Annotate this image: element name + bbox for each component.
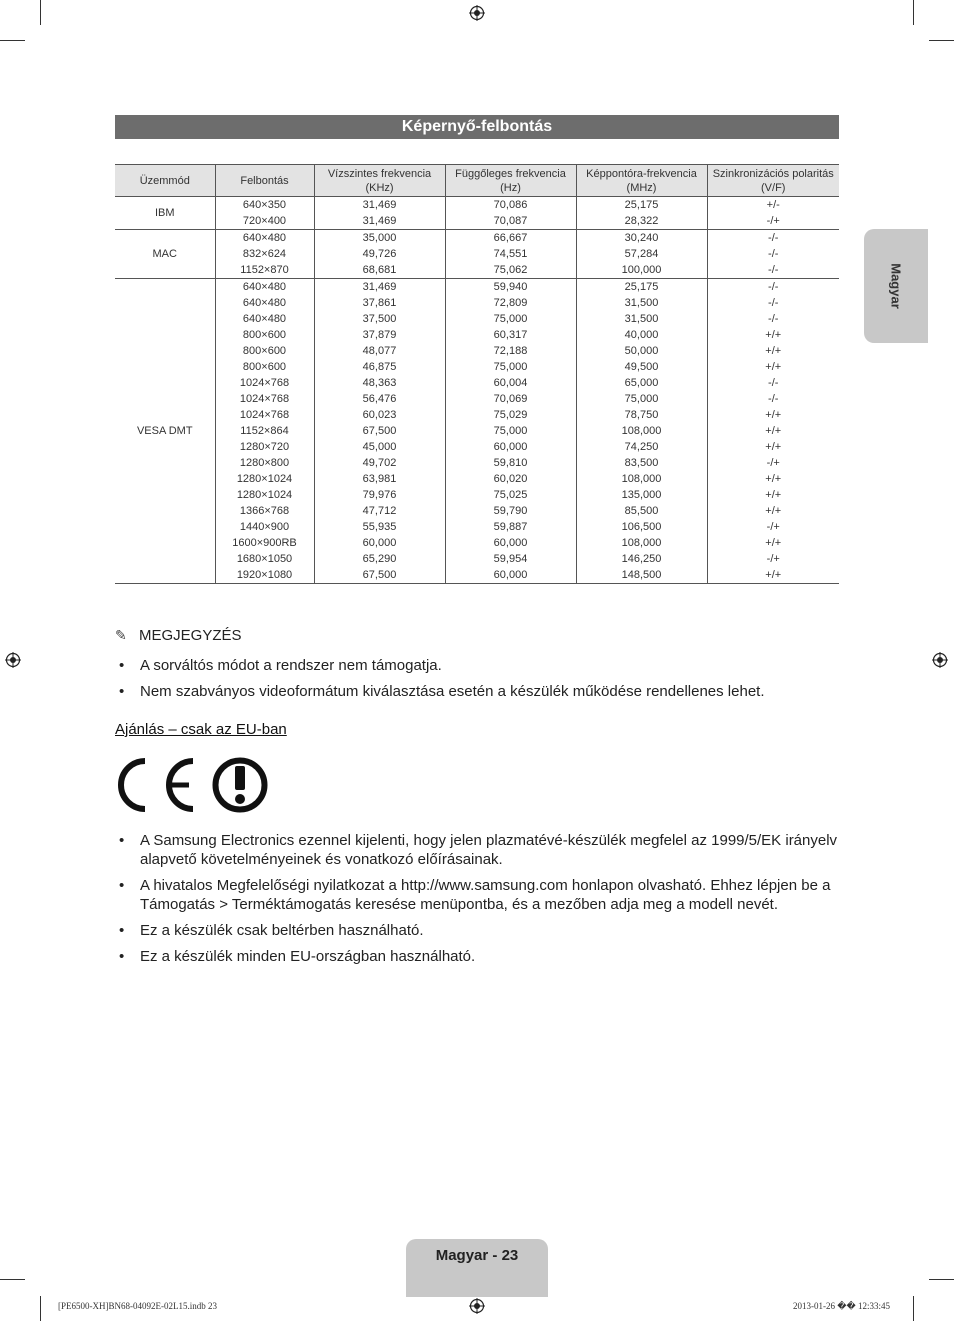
table-cell: 57,284 (576, 246, 707, 262)
table-row (115, 197, 839, 214)
table-cell: 1366×768 (215, 503, 314, 519)
resolution-table (115, 164, 839, 584)
table-cell: 37,879 (314, 327, 445, 343)
table-cell: 31,500 (576, 311, 707, 327)
table-cell: 1024×768 (215, 391, 314, 407)
table-cell: 1600×900RB (215, 535, 314, 551)
table-cell: 85,500 (576, 503, 707, 519)
table-cell: 30,240 (576, 230, 707, 247)
table-cell: 59,954 (445, 551, 576, 567)
table-cell: 75,029 (445, 407, 576, 423)
table-header-cell: Képpontóra-frekvencia (MHz) (576, 165, 707, 197)
table-cell: 60,000 (445, 567, 576, 584)
mode-cell: VESA DMT (115, 279, 215, 584)
language-side-tab (864, 229, 928, 343)
table-cell: -/- (707, 391, 839, 407)
table-cell: 70,086 (445, 197, 576, 214)
registration-mark-icon (469, 5, 485, 21)
table-cell: 640×480 (215, 295, 314, 311)
mode-cell: MAC (115, 230, 215, 279)
eu-heading: Ajánlás – csak az EU-ban (115, 721, 287, 738)
table-cell: +/+ (707, 567, 839, 584)
table-cell: 60,023 (314, 407, 445, 423)
table-cell: +/+ (707, 407, 839, 423)
table-cell: +/+ (707, 535, 839, 551)
table-cell: 25,175 (576, 197, 707, 214)
registration-mark-icon (932, 652, 948, 668)
table-header-cell: Vízszintes frekvencia (KHz) (314, 165, 445, 197)
table-cell: 83,500 (576, 455, 707, 471)
list-item: • Ez a készülék csak beltérben használható. (115, 921, 845, 940)
table-row (115, 213, 839, 230)
table-cell: -/+ (707, 551, 839, 567)
table-cell: +/+ (707, 439, 839, 455)
table-cell: +/+ (707, 487, 839, 503)
registration-mark-icon (469, 1298, 485, 1314)
print-info-left: [PE6500-XH]BN68-04092E-02L15.indb 23 (58, 1301, 217, 1311)
table-header-cell: Felbontás (215, 165, 314, 197)
table-cell: 55,935 (314, 519, 445, 535)
table-row (115, 262, 839, 279)
table-header-cell: Szinkronizációs polaritás (V/F) (707, 165, 839, 197)
table-cell: 56,476 (314, 391, 445, 407)
table-cell: 65,000 (576, 375, 707, 391)
table-cell: 1680×1050 (215, 551, 314, 567)
table-cell: +/+ (707, 327, 839, 343)
table-cell: 59,810 (445, 455, 576, 471)
table-cell: 108,000 (576, 535, 707, 551)
crop-mark (40, 0, 41, 25)
crop-mark (0, 1279, 25, 1280)
table-cell: 1280×800 (215, 455, 314, 471)
table-cell: 50,000 (576, 343, 707, 359)
table-cell: 75,000 (445, 359, 576, 375)
table-row (115, 551, 839, 567)
list-item: • Ez a készülék minden EU-országban használható. (115, 947, 845, 966)
side-tab-label: Magyar (888, 263, 904, 309)
table-cell: 25,175 (576, 279, 707, 296)
table-cell: 74,551 (445, 246, 576, 262)
table-cell: 31,469 (314, 213, 445, 230)
table-cell: -/- (707, 295, 839, 311)
eu-list (115, 831, 845, 973)
table-cell: 59,940 (445, 279, 576, 296)
table-cell: 100,000 (576, 262, 707, 279)
table-cell: 1280×1024 (215, 487, 314, 503)
table-cell: 35,000 (314, 230, 445, 247)
list-item: • A sorváltós módot a rendszer nem támogatja. (115, 656, 845, 675)
table-cell: -/- (707, 375, 839, 391)
table-cell: -/- (707, 230, 839, 247)
table-cell: 31,469 (314, 197, 445, 214)
table-cell: 1280×1024 (215, 471, 314, 487)
table-body (115, 197, 839, 584)
table-row (115, 439, 839, 455)
table-row (115, 487, 839, 503)
table-cell: 75,062 (445, 262, 576, 279)
table-row (115, 230, 839, 247)
table-row (115, 327, 839, 343)
table-cell: 800×600 (215, 327, 314, 343)
table-header-row (115, 165, 839, 197)
table-cell: 1024×768 (215, 375, 314, 391)
table-cell: 1152×864 (215, 423, 314, 439)
table-cell: 75,000 (445, 311, 576, 327)
table-cell: 800×600 (215, 343, 314, 359)
table-cell: -/+ (707, 455, 839, 471)
list-item: • Nem szabványos videoformátum kiválasztása esetén a készülék működése rendellenes lehet. (115, 682, 845, 701)
table-row (115, 246, 839, 262)
table-row (115, 423, 839, 439)
table-cell: 67,500 (314, 567, 445, 584)
table-cell: 48,363 (314, 375, 445, 391)
table-row (115, 407, 839, 423)
table-cell: 832×624 (215, 246, 314, 262)
table-cell: 48,077 (314, 343, 445, 359)
crop-mark (929, 40, 954, 41)
table-cell: 72,188 (445, 343, 576, 359)
table-row (115, 359, 839, 375)
table-cell: -/- (707, 262, 839, 279)
table-row (115, 535, 839, 551)
table-cell: -/- (707, 279, 839, 296)
table-cell: +/+ (707, 503, 839, 519)
table-cell: 60,004 (445, 375, 576, 391)
table-row (115, 279, 839, 296)
table-row (115, 519, 839, 535)
table-row (115, 455, 839, 471)
registration-mark-icon (5, 652, 21, 668)
table-row (115, 503, 839, 519)
section-title: Képernyő-felbontás (115, 115, 839, 139)
table-cell: 79,976 (314, 487, 445, 503)
table-row (115, 471, 839, 487)
table-cell: 146,250 (576, 551, 707, 567)
table-cell: 720×400 (215, 213, 314, 230)
crop-mark (913, 1296, 914, 1321)
crop-mark (0, 40, 25, 41)
table-cell: 1440×900 (215, 519, 314, 535)
table-cell: -/+ (707, 213, 839, 230)
table-cell: 1024×768 (215, 407, 314, 423)
table-row (115, 375, 839, 391)
table-cell: 60,020 (445, 471, 576, 487)
table-cell: 45,000 (314, 439, 445, 455)
table-cell: 65,290 (314, 551, 445, 567)
table-row (115, 311, 839, 327)
table-cell: 75,000 (576, 391, 707, 407)
print-info-right: 2013-01-26 �� 12:33:45 (793, 1301, 890, 1311)
table-cell: 135,000 (576, 487, 707, 503)
table-cell: +/+ (707, 359, 839, 375)
table-cell: 1152×870 (215, 262, 314, 279)
table-cell: 49,726 (314, 246, 445, 262)
table-cell: 31,500 (576, 295, 707, 311)
table-cell: 60,000 (445, 439, 576, 455)
table-cell: 49,702 (314, 455, 445, 471)
table-cell: 640×480 (215, 311, 314, 327)
table-cell: 59,887 (445, 519, 576, 535)
table-row (115, 391, 839, 407)
table-cell: -/+ (707, 519, 839, 535)
table-cell: 60,000 (314, 535, 445, 551)
table-cell: +/+ (707, 423, 839, 439)
table-cell: 1280×720 (215, 439, 314, 455)
table-cell: 31,469 (314, 279, 445, 296)
table-cell: 70,069 (445, 391, 576, 407)
table-cell: +/+ (707, 471, 839, 487)
mode-cell: IBM (115, 197, 215, 230)
table-cell: 75,025 (445, 487, 576, 503)
table-cell: 640×480 (215, 279, 314, 296)
table-cell: 60,000 (445, 535, 576, 551)
table-cell: 28,322 (576, 213, 707, 230)
table-cell: 46,875 (314, 359, 445, 375)
list-item: • A Samsung Electronics ezennel kijelenti, hogy jelen plazmatévé-készülék megfelel az 1999/5/EK irányelv alapvető követelményeinek és vonatkozó előírásainak. (115, 831, 845, 869)
note-heading (115, 627, 242, 644)
table-cell: -/- (707, 311, 839, 327)
table-cell: 148,500 (576, 567, 707, 584)
note-list (115, 656, 845, 708)
ce-mark-icon (117, 757, 272, 813)
table-cell: 106,500 (576, 519, 707, 535)
table-cell: 40,000 (576, 327, 707, 343)
table-row (115, 567, 839, 584)
pencil-icon: ✎ (115, 627, 127, 643)
table-row (115, 343, 839, 359)
table-cell: +/+ (707, 343, 839, 359)
table-cell: 49,500 (576, 359, 707, 375)
table-cell: 63,981 (314, 471, 445, 487)
table-cell: 74,250 (576, 439, 707, 455)
table-header-cell: Üzemmód (115, 165, 215, 197)
table-cell: -/- (707, 246, 839, 262)
page-number-tab (406, 1239, 548, 1297)
table-cell: 75,000 (445, 423, 576, 439)
table-cell: 67,500 (314, 423, 445, 439)
table-cell: 70,087 (445, 213, 576, 230)
table-cell: 72,809 (445, 295, 576, 311)
table-cell: 800×600 (215, 359, 314, 375)
table-cell: 640×480 (215, 230, 314, 247)
table-cell: 640×350 (215, 197, 314, 214)
crop-mark (40, 1296, 41, 1321)
table-cell: 47,712 (314, 503, 445, 519)
table-cell: 68,681 (314, 262, 445, 279)
table-row (115, 295, 839, 311)
note-title: MEGJEGYZÉS (139, 627, 242, 644)
table-cell: 78,750 (576, 407, 707, 423)
table-cell: 37,861 (314, 295, 445, 311)
list-item: • A hivatalos Megfelelőségi nyilatkozat a http://www.samsung.com honlapon olvasható. Ehhez lépjen be a Támogatás > Terméktámogatás keresése menüpontba, és a mezőben adja meg a modell nevét. (115, 876, 845, 914)
table-cell: 1920×1080 (215, 567, 314, 584)
table-header-cell: Függőleges frekvencia (Hz) (445, 165, 576, 197)
crop-mark (913, 0, 914, 25)
table-cell: +/- (707, 197, 839, 214)
table-cell: 59,790 (445, 503, 576, 519)
table-cell: 108,000 (576, 423, 707, 439)
table-cell: 66,667 (445, 230, 576, 247)
crop-mark (929, 1279, 954, 1280)
page-number: Magyar - 23 (435, 1247, 519, 1264)
warning-alert-icon (216, 761, 265, 810)
table-cell: 108,000 (576, 471, 707, 487)
table-cell: 37,500 (314, 311, 445, 327)
table-cell: 60,317 (445, 327, 576, 343)
